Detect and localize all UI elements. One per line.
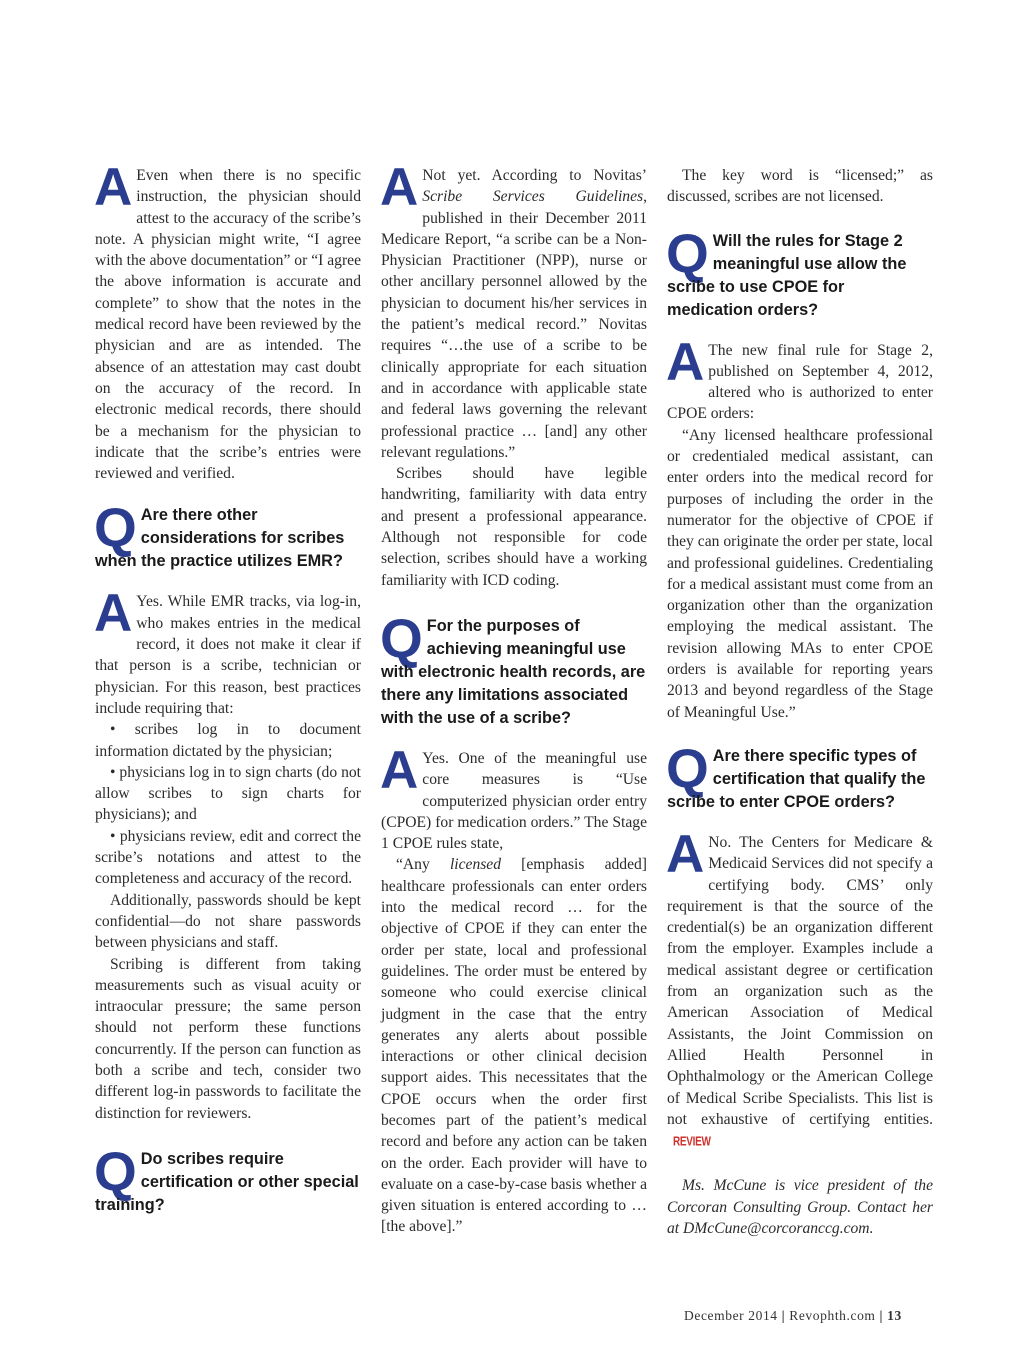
- answer-dropcap: A: [94, 158, 133, 217]
- column-1: [94, 158, 361, 1235]
- author-bio-text: Ms. McCune is vice president of the Corcoran Consulting Group. Contact her at DMcCune@corcoranccg.com.: [667, 1177, 933, 1237]
- footer-separator: |: [781, 1308, 786, 1323]
- answer-paragraph: The new final rule for Stage 2, published on September 4, 2012, altered who is authorized to enter CPOE orders:: [667, 341, 933, 423]
- answer-dropcap: A: [380, 740, 419, 800]
- author-bio: [667, 1175, 933, 1239]
- answer-paragraph: [380, 158, 647, 463]
- answer-dropcap: A: [666, 332, 705, 392]
- question-6: [666, 736, 933, 814]
- answer-paragraph: Yes. While EMR tracks, via log-in, who makes entries in the medical record, it does not make it clear if that person is a scribe, technician or physician. For this reason, best practices include requiring that:: [95, 593, 361, 717]
- answer-paragraph: Scribing is different from taking measurements such as visual acuity or intraocular pressure; the same person should not perform these functions concurrently. If the person can function as both a scribe and tech, consider two different log-in passwords to facilitate the distinction for reviewers.: [95, 955, 361, 1122]
- question-text: Are there specific types of certification that qualify the scribe to enter CPOE orders?: [667, 746, 926, 811]
- answer-paragraph: Additionally, passwords should be kept confidential—do not share passwords between physicians and staff.: [95, 891, 361, 952]
- answer-paragraph: Even when there is no specific instruction, the physician should attest to the accuracy of the scribe’s note. A physician might write, “I agree with the above documentation” or “I agree the above information is accurate and complete” to show that the notes in the medical record have been reviewed by the physician and are as intended. The absence of an attestation may cast doubt on the accuracy of the record. In electronic medical records, there should be a mechanism for the physician to indicate that the scribe’s entries were reviewed and verified.: [95, 167, 361, 483]
- question-dropcap: Q: [380, 606, 423, 669]
- lead-paragraph-block: [667, 165, 933, 208]
- question-4: [380, 606, 647, 730]
- bullet-item: • physicians log in to sign charts (do not allow scribes to sign charts for physicians); and: [95, 763, 361, 824]
- question-text: Will the rules for Stage 2 meaningful use allow the scribe to use CPOE for medication orders?: [667, 231, 907, 319]
- guidelines-title: Scribe Services Guidelines: [422, 188, 644, 206]
- answer-6: [666, 824, 933, 1153]
- question-text: For the purposes of achieving meaningful use with electronic health records, are there any limitations associated with the use of a scribe?: [381, 616, 646, 727]
- text-run: No. The Centers for Medicare & Medicaid Services did not specify a certifying body. CMS’ only requirement is that the source of the credential(s) be an organization different from the employer. Examples include a medical assistant degree or certification from an organization such as the American Association of Medical Assistants, the Joint Commission on Allied Health Personnel in Ophthalmology or the American College of Medical Scribe Specialists. This list is not exhaustive of certifying entities.: [667, 833, 933, 1128]
- question-text: Do scribes require certification or other special training?: [95, 1149, 359, 1214]
- question-2: [94, 496, 361, 573]
- answer-paragraph: [666, 824, 933, 1153]
- question-dropcap: Q: [666, 221, 709, 284]
- review-end-mark: REVIEW: [673, 1135, 711, 1150]
- answer-dropcap: A: [94, 584, 133, 644]
- answer-paragraph: Scribes should have legible handwriting, familiarity with data entry and present a professional appearance. Although not responsible for code selection, scribes should have a working familiarity with ICD coding.: [381, 465, 647, 589]
- question-dropcap: Q: [94, 496, 137, 559]
- bullet-item: • scribes log in to document information dictated by the physician;: [95, 721, 361, 760]
- column-2: [380, 158, 647, 1238]
- page-footer: [684, 1308, 932, 1324]
- question-5: [666, 221, 933, 322]
- lead-paragraph: The key word is “licensed;” as discussed, scribes are not licensed.: [667, 167, 933, 206]
- text-run: , published in their December 2011 Medicare Report, “a scribe can be a Non-Physician Practitioner (NPP), nurse or other ancillary personnel allowed by the physician to document his/her services in the patient’s medical record.” Novitas requires “…the use of a scribe to be clinically appropriate for each situation and in accordance with applicable state and federal laws governing the relevant professional practice … [and] any other relevant regulations.”: [381, 188, 647, 461]
- question-3: [94, 1139, 361, 1217]
- column-3: [667, 165, 933, 1239]
- website: Revophth.com: [789, 1308, 876, 1323]
- question-dropcap: Q: [666, 736, 709, 799]
- answer-1: [94, 158, 361, 484]
- footer-separator: |: [879, 1308, 884, 1323]
- answer-dropcap: A: [666, 824, 705, 884]
- answer-paragraph: Yes. One of the meaningful use core measures is “Use computerized physician order entry (CPOE) for medication orders.” The Stage 1 CPOE rules state,: [381, 749, 647, 853]
- answer-4: [380, 740, 647, 1238]
- issue-date: December 2014: [684, 1308, 778, 1323]
- answer-5: [666, 332, 933, 723]
- question-dropcap: Q: [94, 1139, 137, 1202]
- answer-3: [380, 158, 647, 591]
- question-text: Are there other considerations for scribes when the practice utilizes EMR?: [95, 506, 345, 571]
- page-number: 13: [887, 1308, 902, 1323]
- bullet-item: • physicians review, edit and correct the scribe’s notations and attest to the completeness and accuracy of the record.: [95, 827, 361, 888]
- text-run: [emphasis added] healthcare professionals can enter orders into the medical record … for the objective of CPOE if they can enter the order per state, local and professional guidelines. The order must be entered by someone who could exercise clinical judgment in the case that the entry generates any alerts about possible interactions or other clinical decision support aides. This necessitates that the CPOE occurs when the order first becomes part of the patient’s medical record and before any action can be taken on the order. Each provider will have to evaluate on a case-by-case basis whether a given situation is entered according to … [the above].”: [381, 856, 647, 1236]
- answer-paragraph: [381, 854, 647, 1237]
- answer-paragraph: “Any licensed healthcare professional or credentialed medical assistant, can enter orders into the medical record for purposes of including the order in the numerator for the objective of CPOE if they can originate the order per state, local and professional guidelines. Credentialing for a medical assistant must come from an organization other than the organization employing the medical assistant. The revision allowing MAs to enter CPOE orders is available for reporting years 2013 and beyond regardless of the Stage of Meaningful Use.”: [667, 426, 933, 721]
- text-run: “Any: [396, 856, 450, 874]
- answer-dropcap: A: [380, 158, 419, 217]
- answer-2: [94, 584, 361, 1123]
- emphasis-word: licensed: [449, 856, 502, 874]
- text-run: Not yet. According to Novitas’: [422, 167, 647, 184]
